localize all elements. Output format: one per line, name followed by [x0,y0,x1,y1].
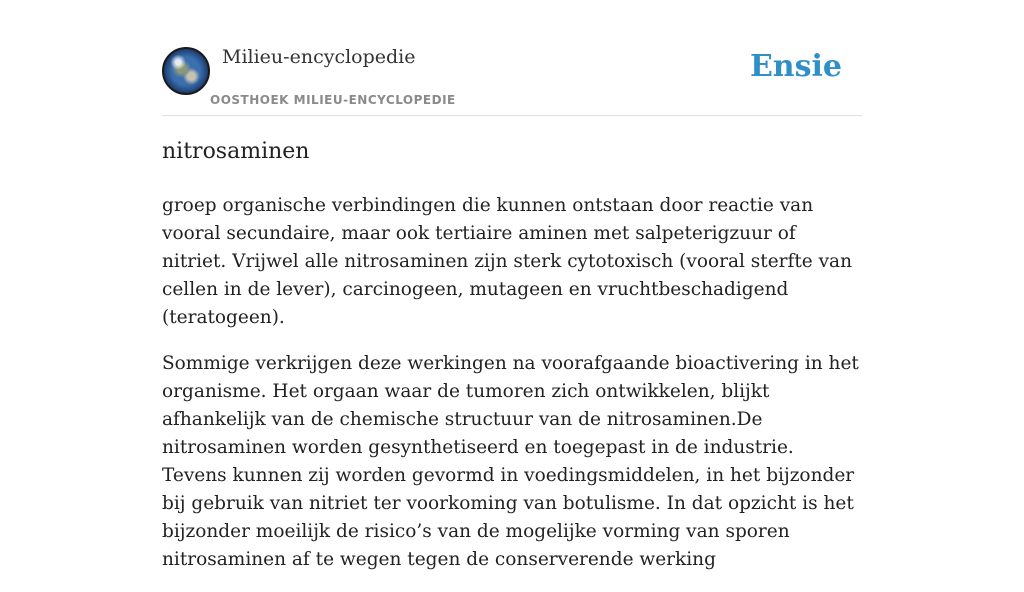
header-divider [162,115,862,116]
site-subtitle[interactable]: OOSTHOEK MILIEU-ENCYCLOPEDIE [210,93,456,107]
page [162,0,862,570]
article-paragraph-1: groep organische verbindingen die kunnen ontstaan door reactie van vooral secundaire, maar ook tertiaire aminen met salpeterigzuur of nitriet. Vrijwel alle nitrosaminen zijn sterk cytotoxisch (vooral sterfte van cellen in de lever), carcinogeen, mutageen en vruchtbeschadigend (teratogeen). [162,195,852,328]
site-name-link[interactable]: Milieu-encyclopedie [222,46,416,68]
ensie-logo-link[interactable]: Ensie [749,49,842,84]
earth-globe-icon[interactable] [162,47,210,95]
article-title: nitrosaminen [162,139,310,164]
article-body [162,192,862,592]
article-paragraph-2: Sommige verkrijgen deze werkingen na voorafgaande bioactivering in het organisme. Het orgaan waar de tumoren zich ontwikkelen, blijkt afhankelijk van de chemische structuur van de nitrosaminen.De nitrosaminen worden gesynthetiseerd en toegepast in de industrie. Tevens kunnen zij worden gevormd in voedingsmiddelen, in het bijzonder bij gebruik van nitriet ter voorkoming van botulisme. In dat opzicht is het bijzonder moeilijk de risico’s van de mogelijke vorming van sporen nitrosaminen af te wegen tegen de conserverende werking [162,353,859,570]
